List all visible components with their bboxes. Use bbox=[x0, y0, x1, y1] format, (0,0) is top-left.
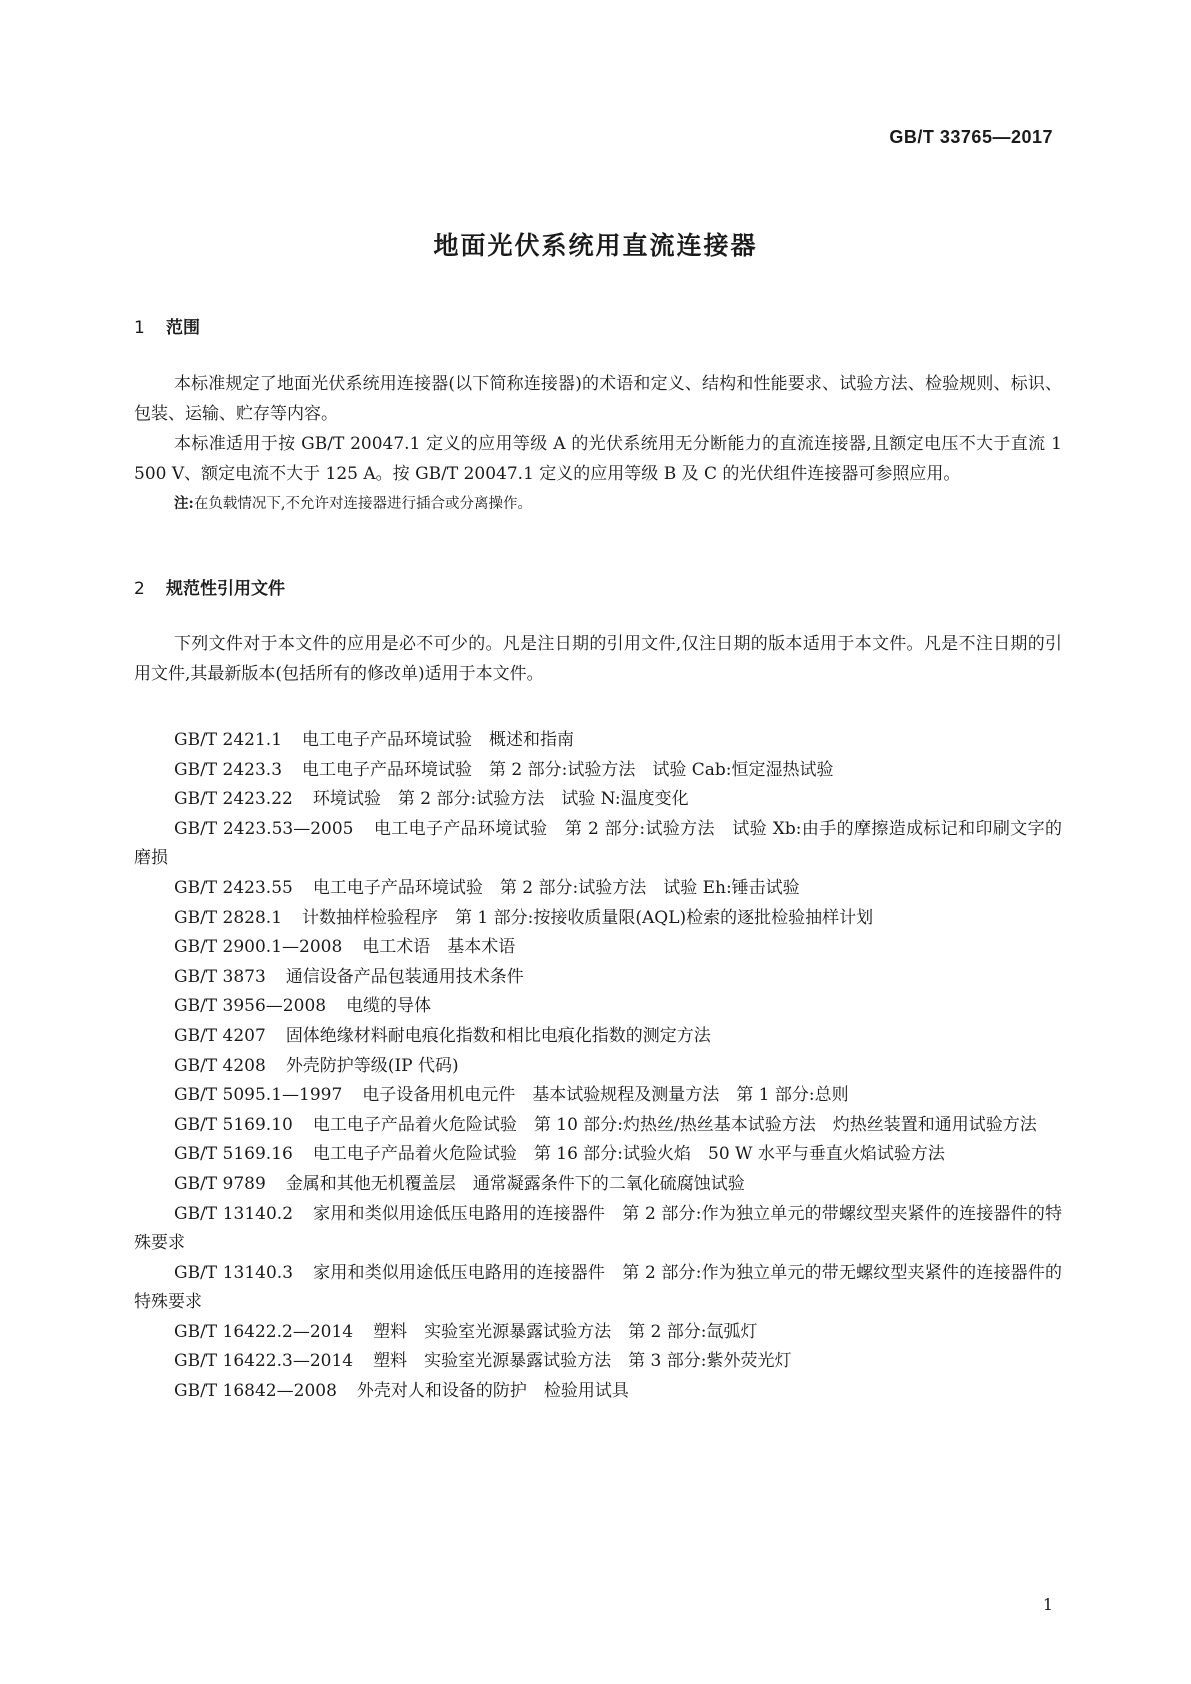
reference-title: 固体绝缘材料耐电痕化指数和相比电痕化指数的测定方法 bbox=[285, 1025, 711, 1046]
reference-title: 电工术语 基本术语 bbox=[362, 937, 516, 958]
reference-code: GB/T 3956—2008 bbox=[174, 996, 327, 1017]
reference-item bbox=[134, 1318, 1062, 1348]
reference-code: GB/T 5169.10 bbox=[174, 1114, 293, 1135]
section-1-body bbox=[134, 369, 1062, 519]
reference-code: GB/T 4208 bbox=[174, 1055, 266, 1076]
reference-title: 塑料 实验室光源暴露试验方法 第 2 部分:氙弧灯 bbox=[373, 1321, 758, 1342]
paragraph: 本标准适用于按 GB/T 20047.1 定义的应用等级 A 的光伏系统用无分断能力的直流连接器,且额定电压不大于直流 1 500 V、额定电流不大于 125 A。按 GB/T 20047.1 定义的应用等级 B 及 C 的光伏组件连接器可参照应用。 bbox=[134, 434, 1062, 484]
reference-title: 环境试验 第 2 部分:试验方法 试验 N:温度变化 bbox=[312, 789, 689, 810]
reference-item bbox=[134, 1022, 1062, 1052]
reference-code: GB/T 9789 bbox=[174, 1173, 266, 1194]
reference-code: GB/T 2828.1 bbox=[174, 907, 283, 928]
reference-title: 电工电子产品着火危险试验 第 10 部分:灼热丝/热丝基本试验方法 灼热丝装置和通用试验方法 bbox=[312, 1114, 1037, 1135]
reference-item bbox=[134, 874, 1062, 904]
reference-code: GB/T 3873 bbox=[174, 966, 266, 987]
reference-title: 计数抽样检验程序 第 1 部分:按接收质量限(AQL)检索的逐批检验抽样计划 bbox=[302, 907, 874, 928]
reference-item bbox=[134, 1081, 1062, 1111]
reference-title: 电工电子产品环境试验 第 2 部分:试验方法 试验 Eh:锤击试验 bbox=[312, 877, 800, 898]
reference-title: 电工电子产品着火危险试验 第 16 部分:试验火焰 50 W 水平与垂直火焰试验方法 bbox=[312, 1144, 945, 1165]
reference-code: GB/T 13140.2 bbox=[174, 1203, 294, 1224]
reference-code: GB/T 2423.55 bbox=[174, 877, 293, 898]
reference-title: 外壳防护等级(IP 代码) bbox=[285, 1055, 459, 1076]
section-number: 2 bbox=[134, 579, 145, 599]
note-label: 注: bbox=[174, 495, 194, 512]
reference-code: GB/T 2423.53—2005 bbox=[174, 818, 354, 839]
reference-title: 家用和类似用途低压电路用的连接器件 第 2 部分:作为独立单元的带螺纹型夹紧件的连接器件的特殊要求 bbox=[134, 1203, 1062, 1254]
reference-title: 电工电子产品环境试验 第 2 部分:试验方法 试验 Xb:由手的摩擦造成标记和印刷文字的磨损 bbox=[134, 818, 1063, 869]
reference-title: 电缆的导体 bbox=[346, 996, 432, 1017]
reference-list bbox=[134, 726, 1062, 1407]
reference-item bbox=[134, 963, 1062, 993]
reference-item bbox=[134, 1200, 1062, 1259]
standard-number: GB/T 33765—2017 bbox=[889, 127, 1053, 147]
reference-title: 通信设备产品包装通用技术条件 bbox=[285, 966, 524, 987]
reference-code: GB/T 4207 bbox=[174, 1025, 266, 1046]
reference-code: GB/T 5169.16 bbox=[174, 1144, 293, 1165]
reference-title: 外壳对人和设备的防护 检验用试具 bbox=[356, 1381, 629, 1402]
reference-code: GB/T 16422.2—2014 bbox=[174, 1321, 354, 1342]
reference-title: 家用和类似用途低压电路用的连接器件 第 2 部分:作为独立单元的带无螺纹型夹紧件的连接器件的特殊要求 bbox=[134, 1262, 1062, 1313]
reference-code: GB/T 2423.22 bbox=[174, 789, 293, 810]
reference-title: 塑料 实验室光源暴露试验方法 第 3 部分:紫外荧光灯 bbox=[373, 1351, 792, 1372]
reference-code: GB/T 16842—2008 bbox=[174, 1381, 337, 1402]
reference-title: 电工电子产品环境试验 概述和指南 bbox=[302, 730, 575, 750]
reference-item bbox=[134, 1052, 1062, 1082]
reference-title: 金属和其他无机覆盖层 通常凝露条件下的二氧化硫腐蚀试验 bbox=[285, 1173, 745, 1194]
reference-item bbox=[134, 992, 1062, 1022]
reference-code: GB/T 2423.3 bbox=[174, 759, 283, 780]
reference-item bbox=[134, 1347, 1062, 1377]
reference-item bbox=[134, 815, 1062, 874]
paragraph: 本标准规定了地面光伏系统用连接器(以下简称连接器)的术语和定义、结构和性能要求、试验方法、检验规则、标识、包装、运输、贮存等内容。 bbox=[134, 374, 1062, 424]
reference-code: GB/T 16422.3—2014 bbox=[174, 1351, 354, 1372]
section-2-heading bbox=[134, 574, 285, 599]
paragraph: 下列文件对于本文件的应用是必不可少的。凡是注日期的引用文件,仅注日期的版本适用于本文件。凡是不注日期的引用文件,其最新版本(包括所有的修改单)适用于本文件。 bbox=[134, 634, 1062, 684]
reference-item bbox=[134, 1377, 1062, 1407]
section-number: 1 bbox=[134, 318, 145, 338]
reference-code: GB/T 5095.1—1997 bbox=[174, 1085, 343, 1106]
reference-title: 电工电子产品环境试验 第 2 部分:试验方法 试验 Cab:恒定湿热试验 bbox=[302, 759, 834, 780]
reference-item bbox=[134, 1170, 1062, 1200]
reference-item bbox=[134, 933, 1062, 963]
reference-item bbox=[134, 1259, 1062, 1318]
page-number: 1 bbox=[1042, 1595, 1053, 1614]
reference-item bbox=[134, 785, 1062, 815]
reference-title: 电子设备用机电元件 基本试验规程及测量方法 第 1 部分:总则 bbox=[362, 1085, 849, 1106]
reference-item bbox=[134, 1111, 1062, 1141]
reference-item bbox=[134, 904, 1062, 934]
reference-item bbox=[134, 726, 1062, 756]
section-1-heading bbox=[134, 313, 200, 338]
section-title: 规范性引用文件 bbox=[166, 579, 285, 599]
reference-code: GB/T 2900.1—2008 bbox=[174, 937, 343, 958]
reference-item bbox=[134, 1140, 1062, 1170]
note bbox=[134, 489, 1062, 519]
section-2-intro bbox=[134, 629, 1062, 689]
reference-code: GB/T 2421.1 bbox=[174, 730, 283, 750]
note-text: 在负载情况下,不允许对连接器进行插合或分离操作。 bbox=[193, 496, 532, 512]
reference-code: GB/T 13140.3 bbox=[174, 1262, 294, 1283]
reference-item bbox=[134, 756, 1062, 786]
document-title: 地面光伏系统用直流连接器 bbox=[433, 231, 758, 260]
section-title: 范围 bbox=[166, 318, 200, 338]
